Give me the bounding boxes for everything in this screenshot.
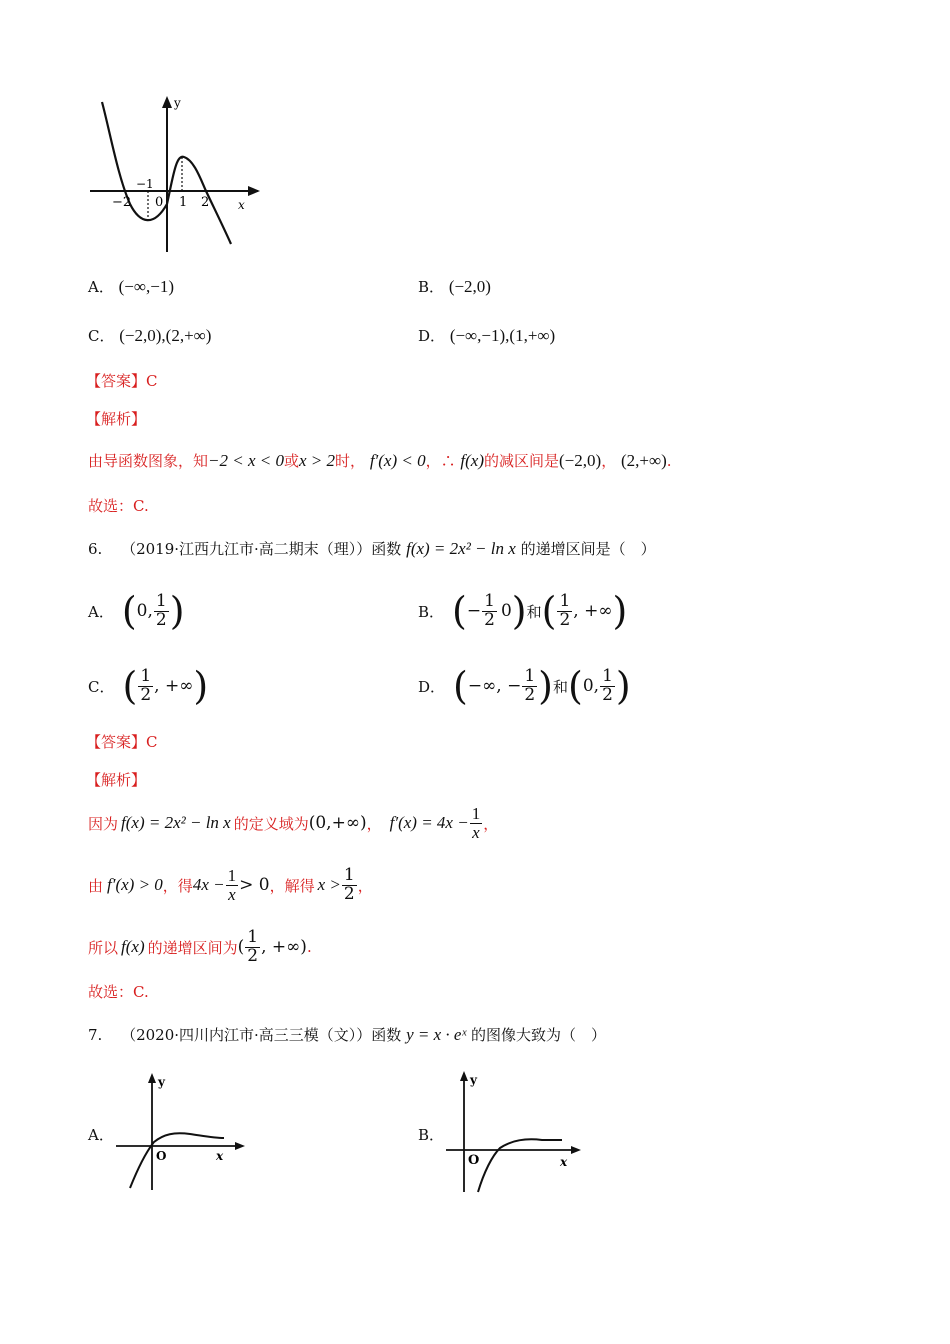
text: ， xyxy=(357,876,373,895)
q7-graph-a[interactable] xyxy=(112,1068,252,1196)
text: 的减区间是 xyxy=(484,452,560,470)
right-paren: ) xyxy=(612,589,628,633)
denominator: x xyxy=(228,884,236,904)
left-paren: ( xyxy=(568,664,583,708)
question-number: 6. xyxy=(88,540,103,558)
q6-conclusion: 故选：C. xyxy=(88,983,149,1001)
question-source: （2020·四川内江市·高三三模（文））函数 xyxy=(121,1026,402,1044)
left-paren: ( xyxy=(541,589,557,633)
right-paren: ) xyxy=(511,589,527,633)
q7-stem xyxy=(88,1024,606,1045)
text: 的定义域为 xyxy=(233,814,309,833)
left-paren: ( xyxy=(121,589,137,633)
option-letter: C． xyxy=(88,677,115,696)
text: ， xyxy=(483,814,499,833)
numerator: 1 xyxy=(559,590,571,611)
text: ，得 xyxy=(162,876,193,895)
tick-label-minus1: −1 xyxy=(136,177,154,191)
math: 0 xyxy=(500,601,512,621)
origin-label: O xyxy=(468,1153,480,1168)
numerator: 1 xyxy=(140,665,152,686)
math: f(x) xyxy=(460,451,484,470)
q5-analysis-line xyxy=(88,450,672,471)
tick-label-zero: 0 xyxy=(155,195,164,210)
fraction xyxy=(245,926,260,966)
right-paren: ) xyxy=(169,589,185,633)
math: f(x) = 2x² − ln x xyxy=(121,813,231,832)
option-value: (−∞,−1) xyxy=(118,277,174,296)
math: f′(x) > 0 xyxy=(107,875,163,894)
option-letter: D． xyxy=(418,327,446,345)
tick-label-one: 1 xyxy=(179,195,188,210)
math: f′(x) < 0 xyxy=(369,451,426,470)
y-axis-label: y xyxy=(158,1075,165,1089)
text: 时， xyxy=(335,452,366,470)
denominator: x xyxy=(472,822,480,842)
right-paren: ) xyxy=(193,664,209,708)
option-letter: D． xyxy=(418,677,446,696)
math: −∞, − xyxy=(467,676,522,696)
math: (2,+∞) xyxy=(620,451,667,470)
origin-label: O xyxy=(156,1149,167,1163)
denominator: 2 xyxy=(155,609,167,630)
text: ， xyxy=(366,814,382,833)
q6-stem xyxy=(88,538,656,559)
text: 由 xyxy=(88,876,104,895)
answer-prefix: 【答案】 xyxy=(86,733,147,751)
q6-option-d[interactable] xyxy=(418,660,631,712)
q6-analysis-label: 【解析】 xyxy=(86,771,147,789)
answer-value: C xyxy=(146,733,158,751)
math: , +∞) xyxy=(261,937,307,957)
fraction xyxy=(342,864,357,904)
and-word: 和 xyxy=(526,602,542,621)
option-value: (−∞,−1),(1,+∞) xyxy=(449,326,556,345)
text: 因为 xyxy=(88,814,119,833)
numerator: 1 xyxy=(227,865,237,885)
right-paren: ) xyxy=(538,664,553,708)
and-word: 和 xyxy=(552,677,568,696)
text: 所以 xyxy=(88,938,119,957)
option-letter: C． xyxy=(88,327,115,345)
x-axis-label: x xyxy=(560,1155,568,1169)
q6-option-a[interactable] xyxy=(88,585,185,637)
fraction xyxy=(138,665,153,705)
q6-analysis-line-3 xyxy=(88,924,312,970)
numerator: 1 xyxy=(602,665,613,686)
numerator: 1 xyxy=(155,590,167,611)
math: (0,+∞) xyxy=(308,813,367,833)
q7-option-a-label[interactable]: A． xyxy=(88,1126,114,1144)
q5-analysis-label: 【解析】 xyxy=(86,410,147,428)
fraction xyxy=(154,590,169,630)
denominator: 2 xyxy=(524,684,536,705)
fraction xyxy=(557,590,572,630)
question-tail: 的图像大致为（ ） xyxy=(471,1026,607,1044)
q6-analysis-line-1 xyxy=(88,800,498,846)
option-letter: B． xyxy=(418,278,445,296)
text: 或 xyxy=(283,452,299,470)
text: . xyxy=(306,938,312,956)
left-paren: ( xyxy=(452,589,467,633)
denominator: 2 xyxy=(602,684,613,705)
derivative-graph xyxy=(88,92,268,257)
fraction xyxy=(600,665,615,705)
math: f(x) xyxy=(121,937,145,956)
left-paren: ( xyxy=(122,664,138,708)
fraction xyxy=(226,867,239,904)
math: (−2,0) xyxy=(559,451,602,470)
numerator: 1 xyxy=(471,803,481,823)
x-axis-label: x xyxy=(238,198,245,212)
text: ，∴ xyxy=(425,452,456,470)
fraction xyxy=(470,805,483,842)
math: f′(x) = 4x − xyxy=(389,813,469,832)
math: ( xyxy=(237,937,245,957)
q5-option-c[interactable] xyxy=(88,325,211,346)
q6-option-b[interactable] xyxy=(418,585,627,637)
q6-analysis-line-2 xyxy=(88,862,373,908)
math: , +∞ xyxy=(154,676,194,696)
answer-value: C xyxy=(146,372,158,390)
option-value: (−2,0) xyxy=(448,277,491,296)
fraction xyxy=(482,590,497,630)
q5-option-d[interactable] xyxy=(418,325,555,346)
numerator: 1 xyxy=(247,926,259,947)
option-letter: A． xyxy=(88,278,114,296)
question-source: （2019·江西九江市·高二期末（理））函数 xyxy=(121,540,402,558)
denominator: 2 xyxy=(247,945,259,966)
left-paren: ( xyxy=(453,664,468,708)
question-number: 7. xyxy=(88,1026,103,1044)
text: ，解得 xyxy=(269,876,315,895)
y-axis-label: y xyxy=(174,96,181,110)
numerator: 1 xyxy=(343,864,355,885)
right-paren: ) xyxy=(615,664,631,708)
q6-option-c[interactable] xyxy=(88,660,208,712)
q7-option-b-label[interactable]: B． xyxy=(418,1126,445,1144)
math: −2 < x < 0 xyxy=(208,451,284,470)
numerator: 1 xyxy=(484,590,495,611)
math: x > 2 xyxy=(299,451,336,470)
q5-answer xyxy=(86,370,158,391)
math: 4x − xyxy=(192,875,225,894)
question-func: f(x) = 2x² − ln x xyxy=(406,539,516,558)
option-letter: A． xyxy=(88,602,114,621)
numerator: 1 xyxy=(524,665,536,686)
text: . xyxy=(666,452,672,470)
math: , +∞ xyxy=(573,601,613,621)
math: x > xyxy=(317,875,341,894)
answer-prefix: 【答案】 xyxy=(86,372,147,390)
denominator: 2 xyxy=(559,609,571,630)
denominator: 2 xyxy=(343,883,355,904)
q7-graph-b[interactable] xyxy=(442,1068,592,1196)
text: 的递增区间为 xyxy=(147,938,238,957)
text: ， xyxy=(601,452,617,470)
question-func: y = x · eˣ xyxy=(406,1025,467,1044)
fraction xyxy=(522,665,537,705)
question-tail: 的递增区间是（ ） xyxy=(520,540,656,558)
math: 0, xyxy=(136,601,153,621)
denominator: 2 xyxy=(484,609,495,630)
option-letter: B． xyxy=(418,602,445,621)
x-axis-label: x xyxy=(216,1149,224,1163)
tick-label-minus2: −2 xyxy=(112,195,132,210)
denominator: 2 xyxy=(140,684,152,705)
text: 由导函数图象，知 xyxy=(88,452,209,470)
y-axis-label: y xyxy=(470,1073,477,1087)
math: − xyxy=(466,601,482,621)
option-value: (−2,0),(2,+∞) xyxy=(119,326,212,345)
q5-option-b[interactable] xyxy=(418,276,491,297)
q6-answer xyxy=(86,731,158,752)
q5-option-a[interactable] xyxy=(88,276,174,297)
math: > 0 xyxy=(239,875,270,895)
q5-conclusion: 故选：C. xyxy=(88,497,149,515)
math: 0, xyxy=(582,676,600,696)
tick-label-two: 2 xyxy=(201,195,210,210)
